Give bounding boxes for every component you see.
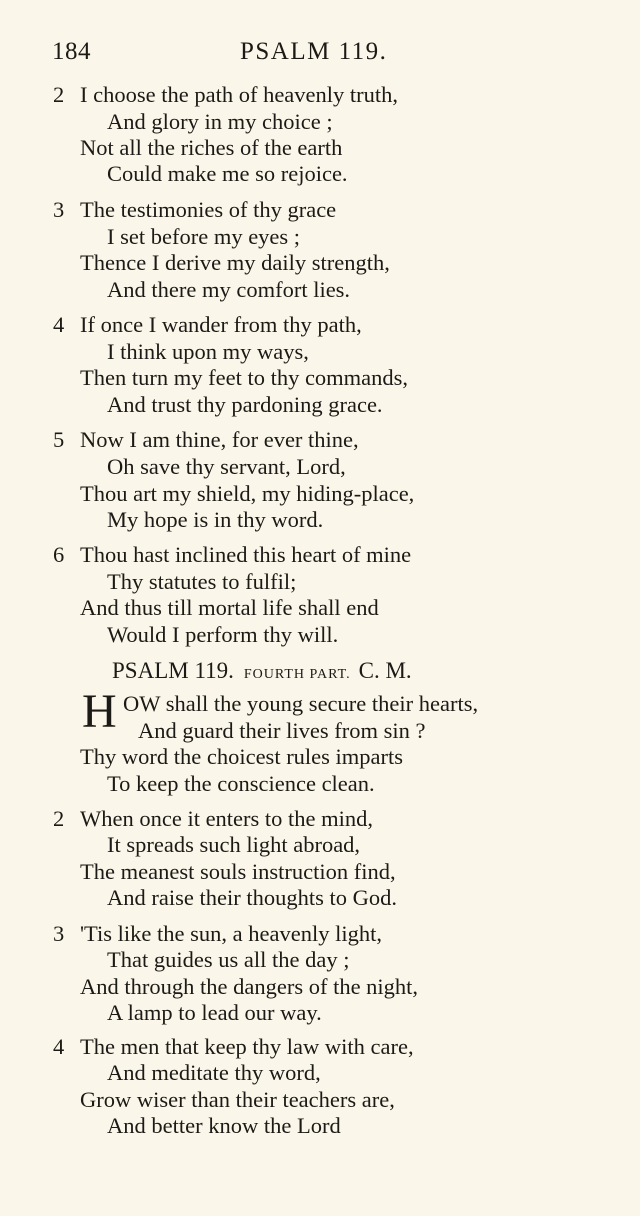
stanza-number: 5 [53,427,65,452]
verse-line: A lamp to lead our way. [107,1000,322,1025]
verse-line: And meditate thy word, [107,1060,321,1085]
section-part: FOURTH PART. [243,667,351,682]
verse-line: And glory in my choice ; [107,109,333,134]
section-title: PSALM 119. [112,658,234,683]
verse-line: Thou art my shield, my hiding-place, [80,481,415,506]
drop-cap: H [82,685,117,738]
verse-line: To keep the conscience clean. [107,771,375,796]
verse-line: 'Tis like the sun, a heavenly light, [80,921,382,946]
verse-line: Thence I derive my daily strength, [80,250,390,275]
verse-line: Now I am thine, for ever thine, [80,427,359,452]
verse-line: And guard their lives from sin ? [138,718,426,743]
stanza-number: 3 [53,197,65,222]
verse-line: Grow wiser than their teachers are, [80,1087,395,1112]
stanza-number: 4 [53,312,65,337]
verse-line: Could make me so rejoice. [107,161,348,186]
verse-line: Thou hast inclined this heart of mine [80,542,412,567]
verse-line: Oh save thy servant, Lord, [107,454,346,479]
verse-line: And trust thy pardoning grace. [107,392,383,417]
verse-line: And raise their thoughts to God. [107,885,397,910]
verse-line: Not all the riches of the earth [80,135,343,160]
verse-line: If once I wander from thy path, [80,312,362,337]
verse-line: It spreads such light abroad, [107,832,361,857]
verse-line: Thy statutes to fulfil; [107,569,297,594]
stanza-number: 2 [53,806,65,831]
verse-line: The meanest souls instruction find, [80,859,396,884]
verse-line: And thus till mortal life shall end [80,595,379,620]
stanza-number: 3 [53,921,65,946]
page-number: 184 [52,38,91,65]
verse-line: Then turn my feet to thy commands, [80,365,409,390]
section-meter: C. M. [358,658,412,683]
verse-line: My hope is in thy word. [107,507,324,532]
verse-line: OW shall the young secure their hearts, [123,691,479,716]
verse-line: I choose the path of heavenly truth, [80,82,399,107]
stanza-number: 2 [53,82,65,107]
verse-line: That guides us all the day ; [107,947,350,972]
page-header [52,38,592,68]
verse-line: The testimonies of thy grace [80,197,337,222]
verse-line: I set before my eyes ; [107,224,301,249]
verse-line: And there my comfort lies. [107,277,351,302]
stanza-number: 4 [53,1034,65,1059]
verse-line: The men that keep thy law with care, [80,1034,414,1059]
verse-line: And better know the Lord [107,1113,341,1138]
verse-line: And through the dangers of the night, [80,974,419,999]
verse-line: Would I perform thy will. [107,622,339,647]
stanza-number: 6 [53,542,65,567]
verse-line: Thy word the choicest rules imparts [80,744,404,769]
verse-line: When once it enters to the mind, [80,806,374,831]
running-title: PSALM 119. [240,38,388,65]
verse-line: I think upon my ways, [107,339,309,364]
section-heading [112,658,412,684]
